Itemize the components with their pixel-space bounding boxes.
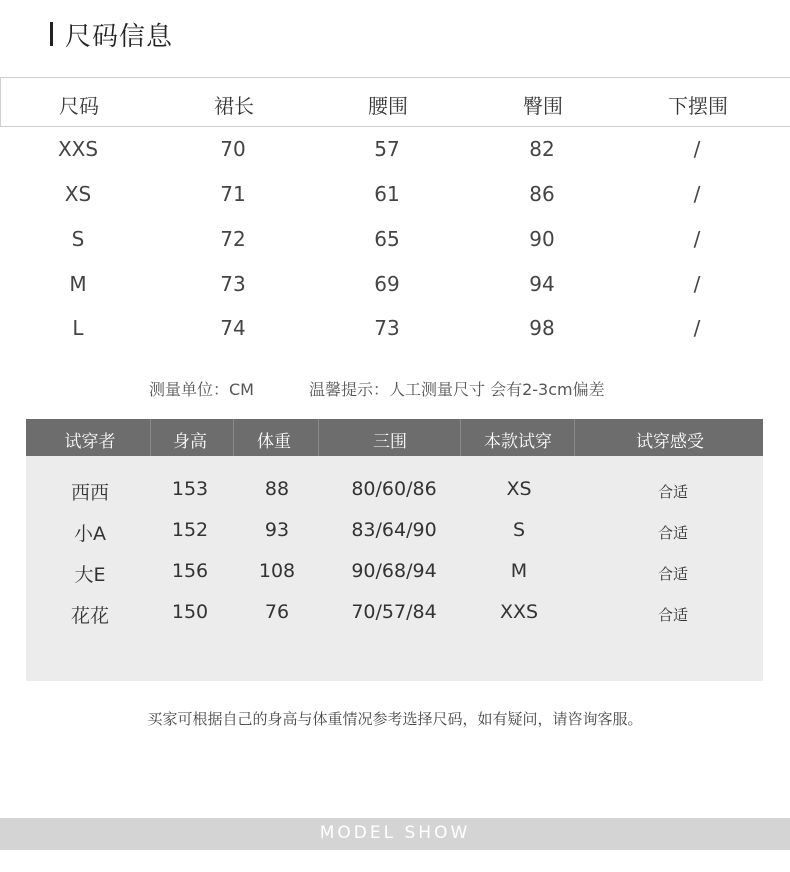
tryon-table-row: [26, 552, 763, 592]
cell-skirt-length: 72: [220, 227, 246, 251]
cell-size: XS: [64, 182, 92, 206]
cell-waist: 73: [374, 316, 400, 340]
header-size: 尺码: [59, 94, 99, 118]
cell-skirt-length: 73: [220, 272, 246, 296]
page-title: 尺码信息: [65, 21, 174, 52]
cell-waist: 57: [374, 137, 400, 161]
cell-tester: 小A: [74, 523, 106, 545]
cell-skirt-length: 74: [220, 316, 246, 340]
header-hem: 下摆围: [668, 94, 728, 118]
cell-weight: 76: [264, 601, 290, 623]
cell-tried-size: XS: [506, 478, 532, 500]
tryon-table-row: [26, 511, 763, 551]
tryon-table-header: [26, 419, 763, 456]
header-hip: 臀围: [523, 94, 563, 118]
section-title: [50, 16, 173, 52]
measurement-tip-note: 温馨提示：人工测量尺寸 会有2-3cm偏差: [309, 380, 605, 399]
header-measurements: 三围: [373, 432, 407, 452]
cell-weight: 88: [264, 478, 290, 500]
cell-size: L: [72, 316, 84, 340]
cell-size: M: [69, 272, 87, 296]
cell-tried-size: XXS: [499, 601, 539, 623]
size-table-row: [0, 129, 790, 169]
size-table-row: [0, 308, 790, 348]
cell-height: 153: [171, 478, 209, 500]
size-table-header: [0, 77, 790, 127]
model-show-label: MODEL SHOW: [319, 823, 471, 843]
cell-size: XXS: [57, 137, 99, 161]
cell-hip: 98: [529, 316, 555, 340]
column-divider: [318, 419, 319, 456]
model-show-banner: [0, 818, 790, 850]
size-table-row: [0, 174, 790, 214]
column-divider: [150, 419, 151, 456]
cell-tried-size: M: [510, 560, 528, 582]
column-divider: [233, 419, 234, 456]
cell-weight: 93: [264, 519, 290, 541]
cell-tester: 大E: [74, 564, 106, 586]
measurement-unit-note: 测量单位：CM: [149, 380, 254, 399]
cell-fit-feeling: 合适: [657, 524, 689, 542]
size-table-row: [0, 264, 790, 304]
cell-hip: 86: [529, 182, 555, 206]
size-advice-text: 买家可根据自己的身高与体重情况参考选择尺码，如有疑问，请咨询客服。: [147, 710, 643, 728]
size-table-row: [0, 219, 790, 259]
cell-fit-feeling: 合适: [657, 565, 689, 583]
cell-weight: 108: [258, 560, 296, 582]
header-waist: 腰围: [368, 94, 408, 118]
cell-measurements: 80/60/86: [351, 478, 437, 500]
cell-hem: /: [693, 227, 701, 251]
header-skirt-length: 裙长: [214, 94, 254, 118]
cell-hem: /: [693, 137, 701, 161]
cell-tester: 西西: [70, 482, 110, 504]
cell-hem: /: [693, 272, 701, 296]
tryon-table-row: [26, 470, 763, 510]
cell-waist: 65: [374, 227, 400, 251]
column-divider: [460, 419, 461, 456]
column-divider: [574, 419, 575, 456]
cell-height: 150: [171, 601, 209, 623]
cell-height: 156: [171, 560, 209, 582]
header-tester: 试穿者: [64, 432, 116, 452]
cell-measurements: 70/57/84: [351, 601, 437, 623]
cell-hem: /: [693, 182, 701, 206]
cell-waist: 61: [374, 182, 400, 206]
cell-skirt-length: 70: [220, 137, 246, 161]
cell-size: S: [71, 227, 85, 251]
cell-fit-feeling: 合适: [657, 483, 689, 501]
header-height: 身高: [173, 432, 207, 452]
cell-hem: /: [693, 316, 701, 340]
cell-hip: 90: [529, 227, 555, 251]
cell-fit-feeling: 合适: [657, 606, 689, 624]
cell-measurements: 90/68/94: [351, 560, 437, 582]
header-tried-size: 本款试穿: [484, 432, 552, 452]
cell-height: 152: [171, 519, 209, 541]
cell-tried-size: S: [512, 519, 526, 541]
cell-measurements: 83/64/90: [351, 519, 437, 541]
cell-waist: 69: [374, 272, 400, 296]
title-accent-bar: [50, 22, 53, 46]
cell-tester: 花花: [70, 605, 110, 627]
cell-hip: 82: [529, 137, 555, 161]
cell-skirt-length: 71: [220, 182, 246, 206]
header-fit-feeling: 试穿感受: [636, 432, 704, 452]
tryon-table: [26, 419, 763, 681]
header-weight: 体重: [257, 432, 291, 452]
tryon-table-row: [26, 593, 763, 633]
cell-hip: 94: [529, 272, 555, 296]
